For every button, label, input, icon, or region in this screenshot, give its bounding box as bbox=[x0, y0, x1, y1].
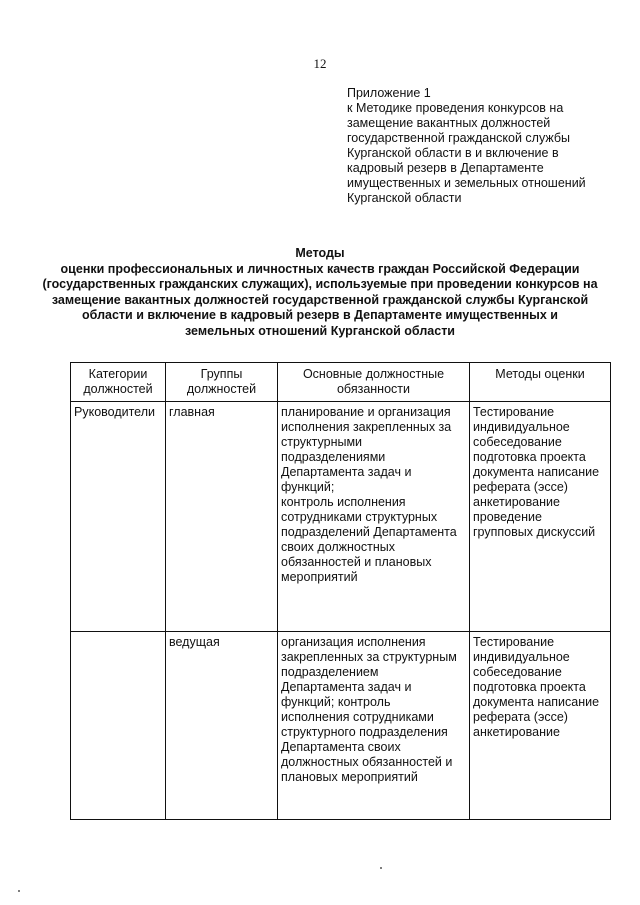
cell-duties: организация исполнения закрепленных за структурным подразделением Департамента задач и функций; контроль исполнения сотрудниками структурного подразделения Департамента своих должностных обязанностей и плановых мероприятий bbox=[278, 632, 470, 820]
cell-group: ведущая bbox=[166, 632, 278, 820]
appendix-block bbox=[347, 86, 587, 206]
appendix-line: Курганской области в и включение в bbox=[347, 146, 559, 160]
title-line: области и включение в кадровый резерв в Департаменте имущественных и bbox=[82, 308, 558, 322]
scan-speck bbox=[380, 867, 382, 869]
appendix-line: Приложение 1 bbox=[347, 86, 431, 100]
appendix-line: государственной гражданской службы bbox=[347, 131, 570, 145]
appendix-line: имущественных и земельных отношений bbox=[347, 176, 586, 190]
title-line: оценки профессиональных и личностных качеств граждан Российской Федерации bbox=[60, 261, 580, 276]
title-line: земельных отношений Курганской области bbox=[185, 323, 455, 338]
cell-methods: Тестирование индивидуальное собеседование подготовка проекта документа написание реферата (эссе) анкетирование проведение групповых дискуссий bbox=[470, 402, 611, 632]
cell-category bbox=[71, 632, 166, 820]
appendix-line: к Методике проведения конкурсов на bbox=[347, 101, 564, 115]
title-line: замещение вакантных должностей государственной гражданской службы Курганской bbox=[51, 292, 589, 307]
table-header-row bbox=[71, 363, 611, 402]
title-line: (государственных гражданских служащих), используемые при проведении конкурсов на bbox=[42, 277, 598, 291]
appendix-line: Курганской области bbox=[347, 191, 462, 205]
header-methods: Методы оценки bbox=[470, 363, 611, 402]
header-group: Группы должностей bbox=[166, 363, 278, 402]
document-title bbox=[0, 246, 640, 339]
title-line: Методы bbox=[295, 246, 345, 260]
cell-duties: планирование и организация исполнения закрепленных за структурными подразделениями Департамента задач и функций; контроль исполнения сотрудниками структурных подразделений Департамента своих должностных обязанностей и плановых мероприятий bbox=[278, 402, 470, 632]
table-row bbox=[71, 632, 611, 820]
appendix-line: замещение вакантных должностей bbox=[347, 116, 551, 130]
header-duties: Основные должностные обязанности bbox=[278, 363, 470, 402]
scan-speck bbox=[18, 890, 20, 892]
cell-methods: Тестирование индивидуальное собеседование подготовка проекта документа написание реферата (эссе) анкетирование bbox=[470, 632, 611, 820]
cell-category: Руководители bbox=[71, 402, 166, 632]
table-row bbox=[71, 402, 611, 632]
header-category: Категории должностей bbox=[71, 363, 166, 402]
appendix-line: кадровый резерв в Департаменте bbox=[347, 161, 544, 175]
assessment-methods-table bbox=[70, 362, 611, 820]
cell-group: главная bbox=[166, 402, 278, 632]
page-number: 12 bbox=[313, 56, 327, 71]
